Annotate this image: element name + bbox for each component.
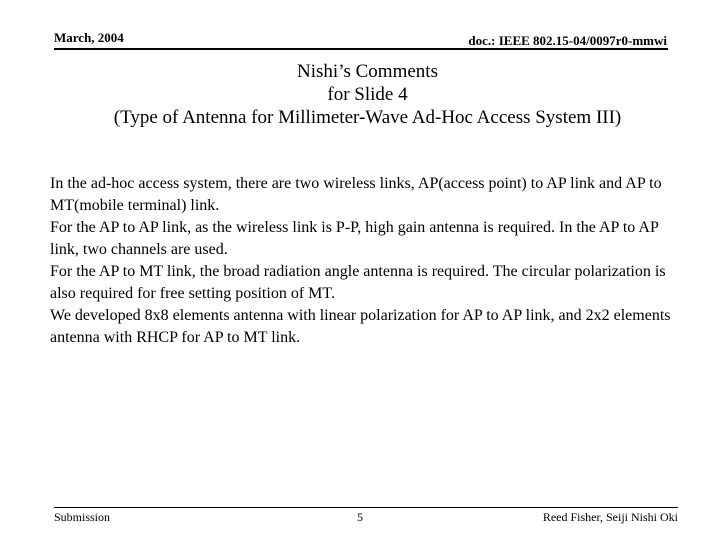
body-paragraph-3: For the AP to MT link, the broad radiation angle antenna is required. The circular polarization is also required for free setting position of MT. — [50, 263, 666, 302]
body-paragraph-1: In the ad-hoc access system, there are two wireless links, AP(access point) to AP link and AP to MT(mobile terminal) link. — [50, 175, 662, 214]
footer-submission: Submission — [54, 510, 111, 524]
slide-body — [50, 173, 690, 349]
footer-page-number: 5 — [357, 510, 363, 524]
body-paragraph-2: For the AP to AP link, as the wireless link is P-P, high gain antenna is required. In the AP to AP link, two channels are used. — [50, 219, 659, 258]
title-line-1: Nishi’s Comments — [297, 61, 438, 82]
header-divider — [54, 48, 668, 50]
title-line-3: (Type of Antenna for Millimeter-Wave Ad-Hoc Access System III) — [113, 107, 622, 128]
body-paragraph-4: We developed 8x8 elements antenna with linear polarization for AP to AP link, and 2x2 elements antenna with RHCP for AP to MT link. — [50, 307, 671, 346]
title-line-2: for Slide 4 — [327, 84, 408, 105]
header-date: March, 2004 — [54, 30, 124, 45]
header-document-id: doc.: IEEE 802.15-04/0097r0-mmwi — [468, 33, 667, 48]
footer-divider — [54, 507, 678, 508]
slide-title — [20, 60, 715, 129]
footer-authors: Reed Fisher, Seiji Nishi Oki — [542, 510, 678, 524]
